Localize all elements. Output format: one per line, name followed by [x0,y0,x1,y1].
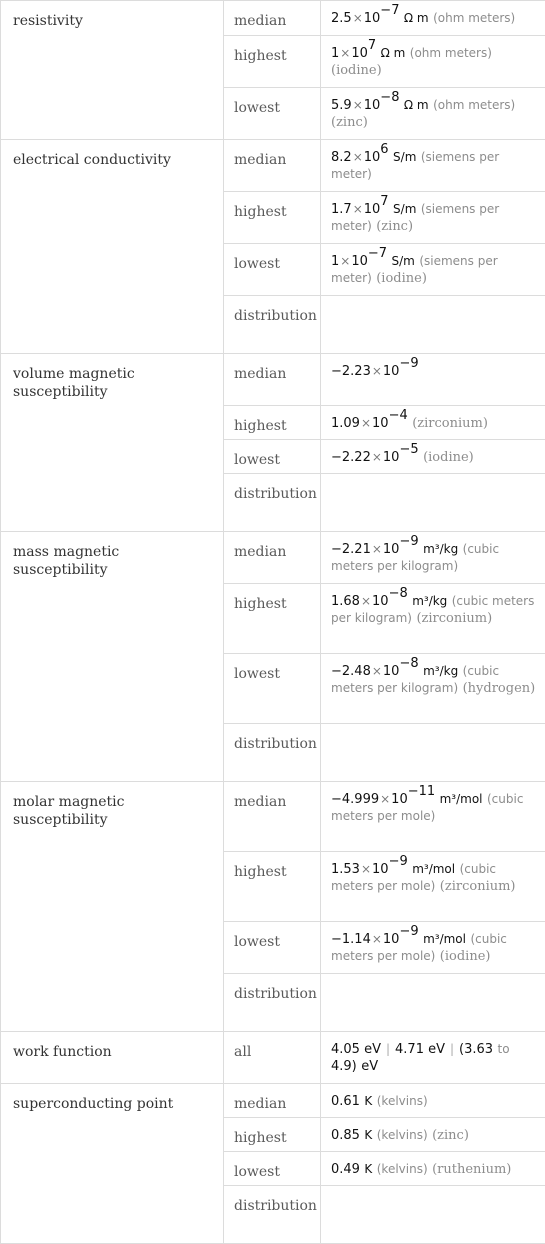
stat-label: lowest [224,244,321,296]
stat-label: lowest [224,440,321,474]
value-mantissa: −1.14 [331,932,371,947]
stat-value [321,654,545,724]
value-mantissa: 1.53 [331,862,360,877]
power-base: 10 [364,150,381,165]
unit-name: (cubic meters per kilogram) [331,542,499,573]
value-number: 0.49 [331,1162,360,1177]
value-exponent: −4 [389,408,408,423]
unit-name: (ohm meters) [433,98,515,112]
times-symbol: × [360,862,372,876]
times-symbol: × [352,98,364,112]
property-name: mass magnetic susceptibility [1,532,224,782]
value-unit: m³/kg [423,664,458,678]
value-exponent: 7 [368,38,376,53]
times-symbol: × [371,542,383,556]
value-exponent: −9 [399,356,418,371]
element-name: (iodine) [331,63,382,78]
stat-value [321,1186,545,1244]
element-name: (zinc) [331,115,368,130]
stat-value [321,440,545,474]
value-mantissa: 1.09 [331,416,360,431]
property-row [1,1,545,36]
value-mantissa: −2.21 [331,542,371,557]
value-mantissa: −2.22 [331,450,371,465]
stat-value [321,36,545,88]
times-symbol: × [360,594,372,608]
element-name: (zinc) [376,219,413,234]
stat-label: median [224,782,321,852]
value-exponent: −11 [408,784,435,799]
stat-value [321,1032,545,1084]
element-name: (hydrogen) [463,681,536,696]
stat-value [321,88,545,140]
value-mantissa: −4.999 [331,792,379,807]
power-base: 10 [351,254,368,269]
stat-value [321,140,545,192]
stat-label: distribution [224,974,321,1032]
unit-name: (kelvins) [377,1162,428,1176]
stat-value [321,244,545,296]
property-row [1,140,545,192]
value-exponent: −9 [389,854,408,869]
stat-value [321,1118,545,1152]
value-exponent: 7 [380,194,388,209]
times-symbol: × [339,46,351,60]
value-mantissa: 2.5 [331,11,352,26]
value-exponent: −8 [399,656,418,671]
element-name: (zirconium) [440,879,516,894]
property-name: molar magnetic susceptibility [1,782,224,1032]
range-to: to [498,1042,510,1056]
stat-label: lowest [224,1152,321,1186]
value-unit: K [364,1162,372,1176]
value-exponent: −9 [399,924,418,939]
value-exponent: −8 [380,90,399,105]
unit-name: (cubic meters per kilogram) [331,664,499,695]
value-mantissa: 1 [331,254,339,269]
separator: | [381,1042,395,1056]
stat-value [321,1152,545,1186]
value-unit: m³/mol [412,862,455,876]
times-symbol: × [352,150,364,164]
value-exponent: −7 [368,246,387,261]
value-number: 0.85 [331,1128,360,1143]
power-base: 10 [383,364,400,379]
power-base: 10 [364,11,381,26]
value-unit: S/m [393,202,416,216]
stat-value [321,406,545,440]
property-row [1,1084,545,1118]
stat-value [321,974,545,1032]
power-base: 10 [372,594,389,609]
stat-value [321,192,545,244]
unit-name: (cubic meters per kilogram) [331,594,534,625]
work-value-1: 4.05 eV [331,1042,381,1057]
value-exponent: −9 [399,534,418,549]
unit-name: (ohm meters) [410,46,492,60]
value-mantissa: 1.7 [331,202,352,217]
value-mantissa: 5.9 [331,98,352,113]
range-open: (3.63 [459,1042,493,1057]
value-unit: Ω m [381,46,406,60]
unit-name: (cubic meters per mole) [331,792,523,823]
stat-value [321,474,545,532]
stat-label: distribution [224,1186,321,1244]
property-row [1,354,545,406]
value-unit: S/m [392,254,415,268]
value-unit: m³/mol [440,792,483,806]
stat-value [321,1,545,36]
times-symbol: × [352,202,364,216]
value-unit: m³/kg [412,594,447,608]
property-row [1,782,545,852]
property-name: resistivity [1,1,224,140]
property-name: superconducting point [1,1084,224,1244]
value-unit: S/m [393,150,416,164]
power-base: 10 [383,450,400,465]
separator: | [445,1042,459,1056]
value-exponent: −5 [399,442,418,457]
element-name: (zinc) [432,1128,469,1143]
element-name: (ruthenium) [432,1162,511,1177]
stat-value [321,852,545,922]
power-base: 10 [372,862,389,877]
stat-label: median [224,1084,321,1118]
power-base: 10 [383,542,400,557]
stat-label: median [224,532,321,584]
stat-value [321,1084,545,1118]
unit-name: (siemens per meter) [331,202,499,233]
property-name: work function [1,1032,224,1084]
times-symbol: × [371,932,383,946]
times-symbol: × [379,792,391,806]
element-name: (zirconium) [412,416,488,431]
work-value-2: 4.71 eV [395,1042,445,1057]
stat-label: highest [224,406,321,440]
value-exponent: −7 [380,3,399,18]
stat-label: distribution [224,296,321,354]
times-symbol: × [371,450,383,464]
stat-label: median [224,1,321,36]
stat-value [321,724,545,782]
power-base: 10 [383,932,400,947]
value-mantissa: 1 [331,46,339,61]
times-symbol: × [352,11,364,25]
value-exponent: 6 [380,142,388,157]
stat-label: median [224,140,321,192]
times-symbol: × [371,364,383,378]
stat-value [321,782,545,852]
times-symbol: × [360,416,372,430]
unit-name: (cubic meters per mole) [331,932,507,963]
stat-value [321,922,545,974]
value-mantissa: −2.23 [331,364,371,379]
element-name: (zirconium) [416,611,492,626]
range-close: 4.9) [331,1059,357,1074]
power-base: 10 [364,202,381,217]
stat-value [321,584,545,654]
value-unit: Ω m [404,11,429,25]
range-unit: eV [361,1059,378,1074]
unit-name: (siemens per meter) [331,254,498,285]
unit-name: (kelvins) [377,1128,428,1142]
stat-value [321,532,545,584]
stat-label: distribution [224,724,321,782]
value-unit: K [364,1094,372,1108]
value-unit: m³/kg [423,542,458,556]
stat-label: highest [224,584,321,654]
stat-label: highest [224,1118,321,1152]
power-base: 10 [391,792,408,807]
element-name: (iodine) [440,949,491,964]
property-name: electrical conductivity [1,140,224,354]
value-number: 0.61 [331,1094,360,1109]
times-symbol: × [371,664,383,678]
stat-label: lowest [224,922,321,974]
value-unit: K [364,1128,372,1142]
stat-value [321,296,545,354]
stat-label: median [224,354,321,406]
value-mantissa: −2.48 [331,664,371,679]
property-name: volume magnetic susceptibility [1,354,224,532]
stat-label: highest [224,36,321,88]
unit-name: (siemens per meter) [331,150,499,181]
value-mantissa: 1.68 [331,594,360,609]
element-name: (iodine) [376,271,427,286]
stat-label: lowest [224,654,321,724]
power-base: 10 [351,46,368,61]
value-unit: Ω m [404,98,429,112]
stat-label: highest [224,852,321,922]
value-exponent: −8 [389,586,408,601]
stat-label: distribution [224,474,321,532]
stat-value [321,354,545,406]
stat-label: all [224,1032,321,1084]
power-base: 10 [383,664,400,679]
power-base: 10 [372,416,389,431]
times-symbol: × [339,254,351,268]
unit-name: (cubic meters per mole) [331,862,496,893]
stat-label: highest [224,192,321,244]
value-mantissa: 8.2 [331,150,352,165]
unit-name: (ohm meters) [433,11,515,25]
property-row [1,1032,545,1084]
element-name: (iodine) [423,450,474,465]
stat-label: lowest [224,88,321,140]
power-base: 10 [364,98,381,113]
value-unit: m³/mol [423,932,466,946]
property-row [1,532,545,584]
unit-name: (kelvins) [377,1094,428,1108]
